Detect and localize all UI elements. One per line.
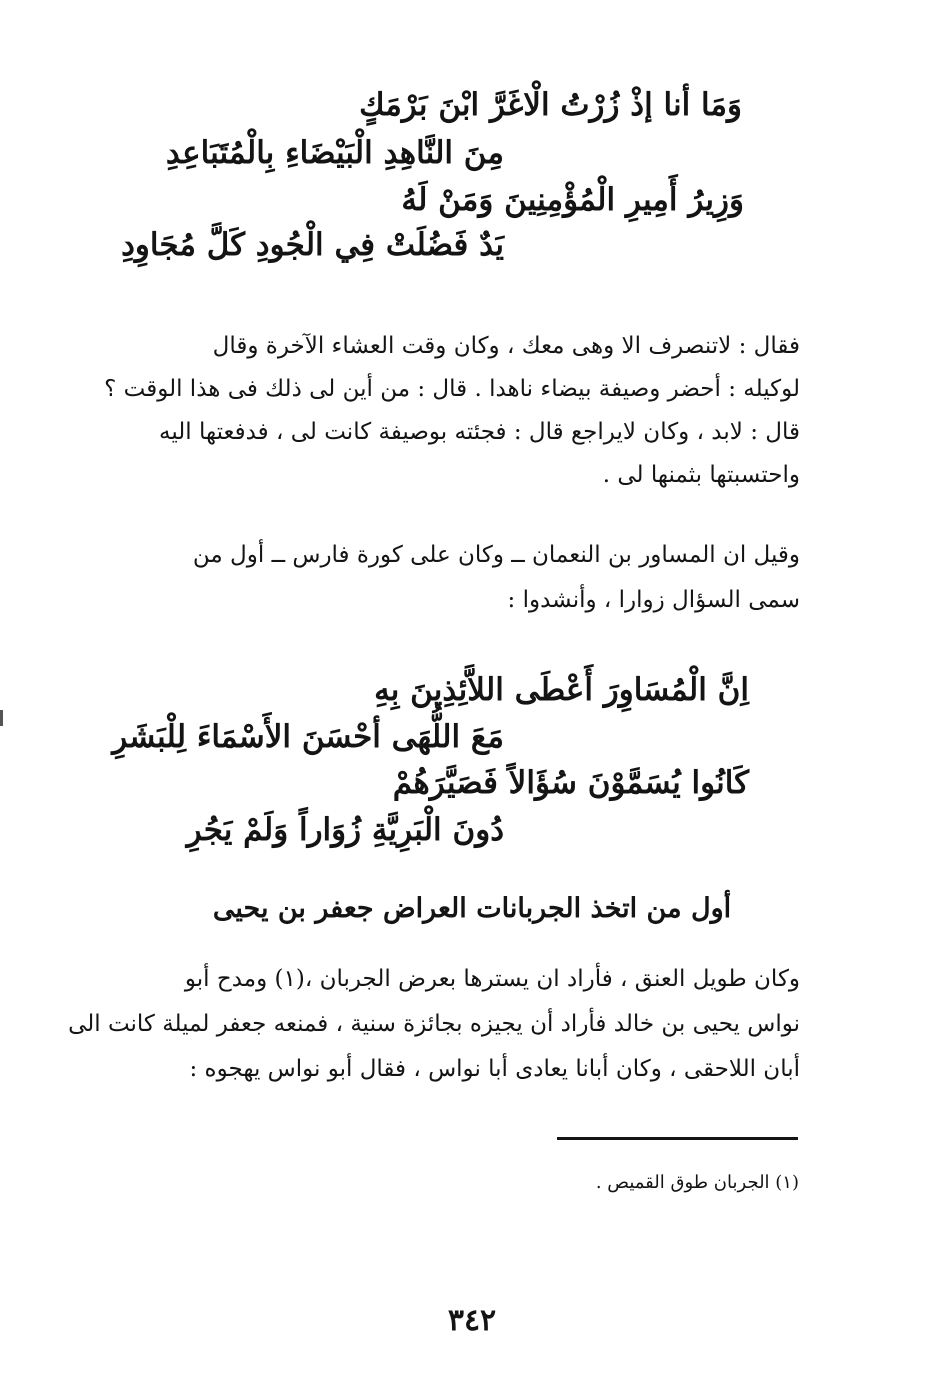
poem1-verse-3: وَزِيرُ أَمِيرِ الْمُؤْمِنِينَ وَمَنْ لَهُ (401, 182, 744, 218)
poem2-verse-2: مَعَ اللُّهَى أحْسَنَ الأَسْمَاءَ لِلْبَشَرِ (112, 719, 504, 755)
page-number: ٣٤٢ (447, 1303, 497, 1338)
paragraph-1-line-4: واحتسبتها بثمنها لى . (602, 462, 800, 488)
poem2-verse-4: دُونَ الْبَرِيَّةِ زُوَاراً وَلَمْ يَجُرِ (186, 812, 504, 848)
poem1-verse-2: مِنَ النَّاهِدِ الْبَيْضَاءِ بِالْمُتَبَاعِدِ (165, 135, 504, 171)
section-heading: أول من اتخذ الجربانات العراض جعفر بن يحيى (212, 893, 732, 924)
paragraph-3-line-1: وكان طويل العنق ، فأراد ان يسترها بعرض الجربان ،(١) ومدح أبو (184, 966, 800, 992)
scan-edge-mark (0, 710, 3, 726)
footnote: (١) الجربان طوق القميص . (595, 1172, 799, 1193)
poem1-verse-1: وَمَا أنا إذْ زُرْتُ الْاغَرَّ ابْنَ بَرْمَكٍ (359, 87, 742, 123)
paragraph-2-line-2: سمى السؤال زوارا ، وأنشدوا : (507, 587, 800, 613)
footnote-separator (557, 1137, 798, 1140)
paragraph-1-line-3: قال : لابد ، وكان لايراجع قال : فجئته بوصيفة كانت لى ، فدفعتها اليه (158, 419, 800, 445)
poem2-verse-3: كَانُوا يُسَمَّوْنَ سُؤَالاً فَصَيَّرَهُمْ (392, 765, 749, 801)
poem1-verse-4: يَدٌ فَضُلَتْ فِي الْجُودِ كَلَّ مُجَاوِدِ (121, 227, 504, 263)
paragraph-2-line-1: وقيل ان المساور بن النعمان ــ وكان على كورة فارس ــ أول من (192, 542, 800, 568)
paragraph-1-line-2: لوكيله : أحضر وصيفة بيضاء ناهدا . قال : من أين لى ذلك فى هذا الوقت ؟ (104, 376, 800, 402)
paragraph-3-line-2: نواس يحيى بن خالد فأراد أن يجيزه بجائزة سنية ، فمنعه جعفر لميلة كانت الى (68, 1011, 800, 1037)
paragraph-3-line-3: أبان اللاحقى ، وكان أبانا يعادى أبا نواس ، فقال أبو نواس يهجوه : (189, 1056, 800, 1082)
poem2-verse-1: اِنَّ الْمُسَاوِرَ أَعْطَى اللاَّئِذِينَ بِهِ (374, 672, 749, 708)
paragraph-1-line-1: فقال : لاتنصرف الا وهى معك ، وكان وقت العشاء الآخرة وقال (212, 333, 800, 359)
